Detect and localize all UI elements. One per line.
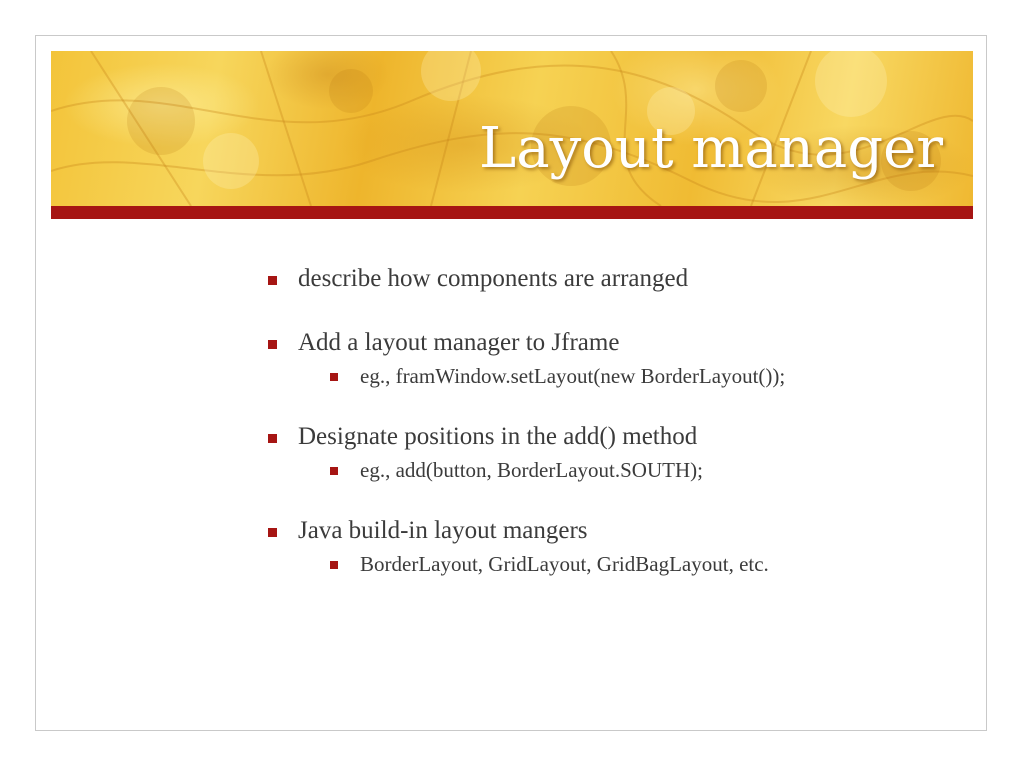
bullet-item	[268, 420, 958, 484]
square-bullet-icon	[268, 276, 277, 285]
sub-bullet-text: BorderLayout, GridLayout, GridBagLayout, etc.	[360, 552, 769, 576]
bullet-text: Java build-in layout mangers	[298, 517, 588, 544]
bullet-item	[268, 262, 958, 296]
bullet-text: Add a layout manager to Jframe	[298, 329, 620, 356]
bullet-item	[268, 326, 958, 390]
square-bullet-icon	[330, 467, 338, 475]
sub-bullet-item	[330, 550, 958, 578]
square-bullet-icon	[330, 561, 338, 569]
slide-title: Layout manager	[479, 116, 943, 181]
bullet-item	[268, 514, 958, 578]
sub-bullet-text: eg., framWindow.setLayout(new BorderLayout());	[360, 364, 786, 388]
square-bullet-icon	[330, 373, 338, 381]
sub-bullet-item	[330, 362, 958, 390]
sub-bullet-text: eg., add(button, BorderLayout.SOUTH);	[360, 458, 703, 482]
bullet-list	[268, 262, 958, 578]
square-bullet-icon	[268, 528, 277, 537]
sub-bullet-item	[330, 456, 958, 484]
title-underline-bar	[51, 206, 973, 219]
square-bullet-icon	[268, 340, 277, 349]
title-banner	[51, 51, 973, 206]
bullet-text: describe how components are arranged	[298, 265, 689, 292]
bullet-text: Designate positions in the add() method	[298, 423, 698, 450]
square-bullet-icon	[268, 434, 277, 443]
